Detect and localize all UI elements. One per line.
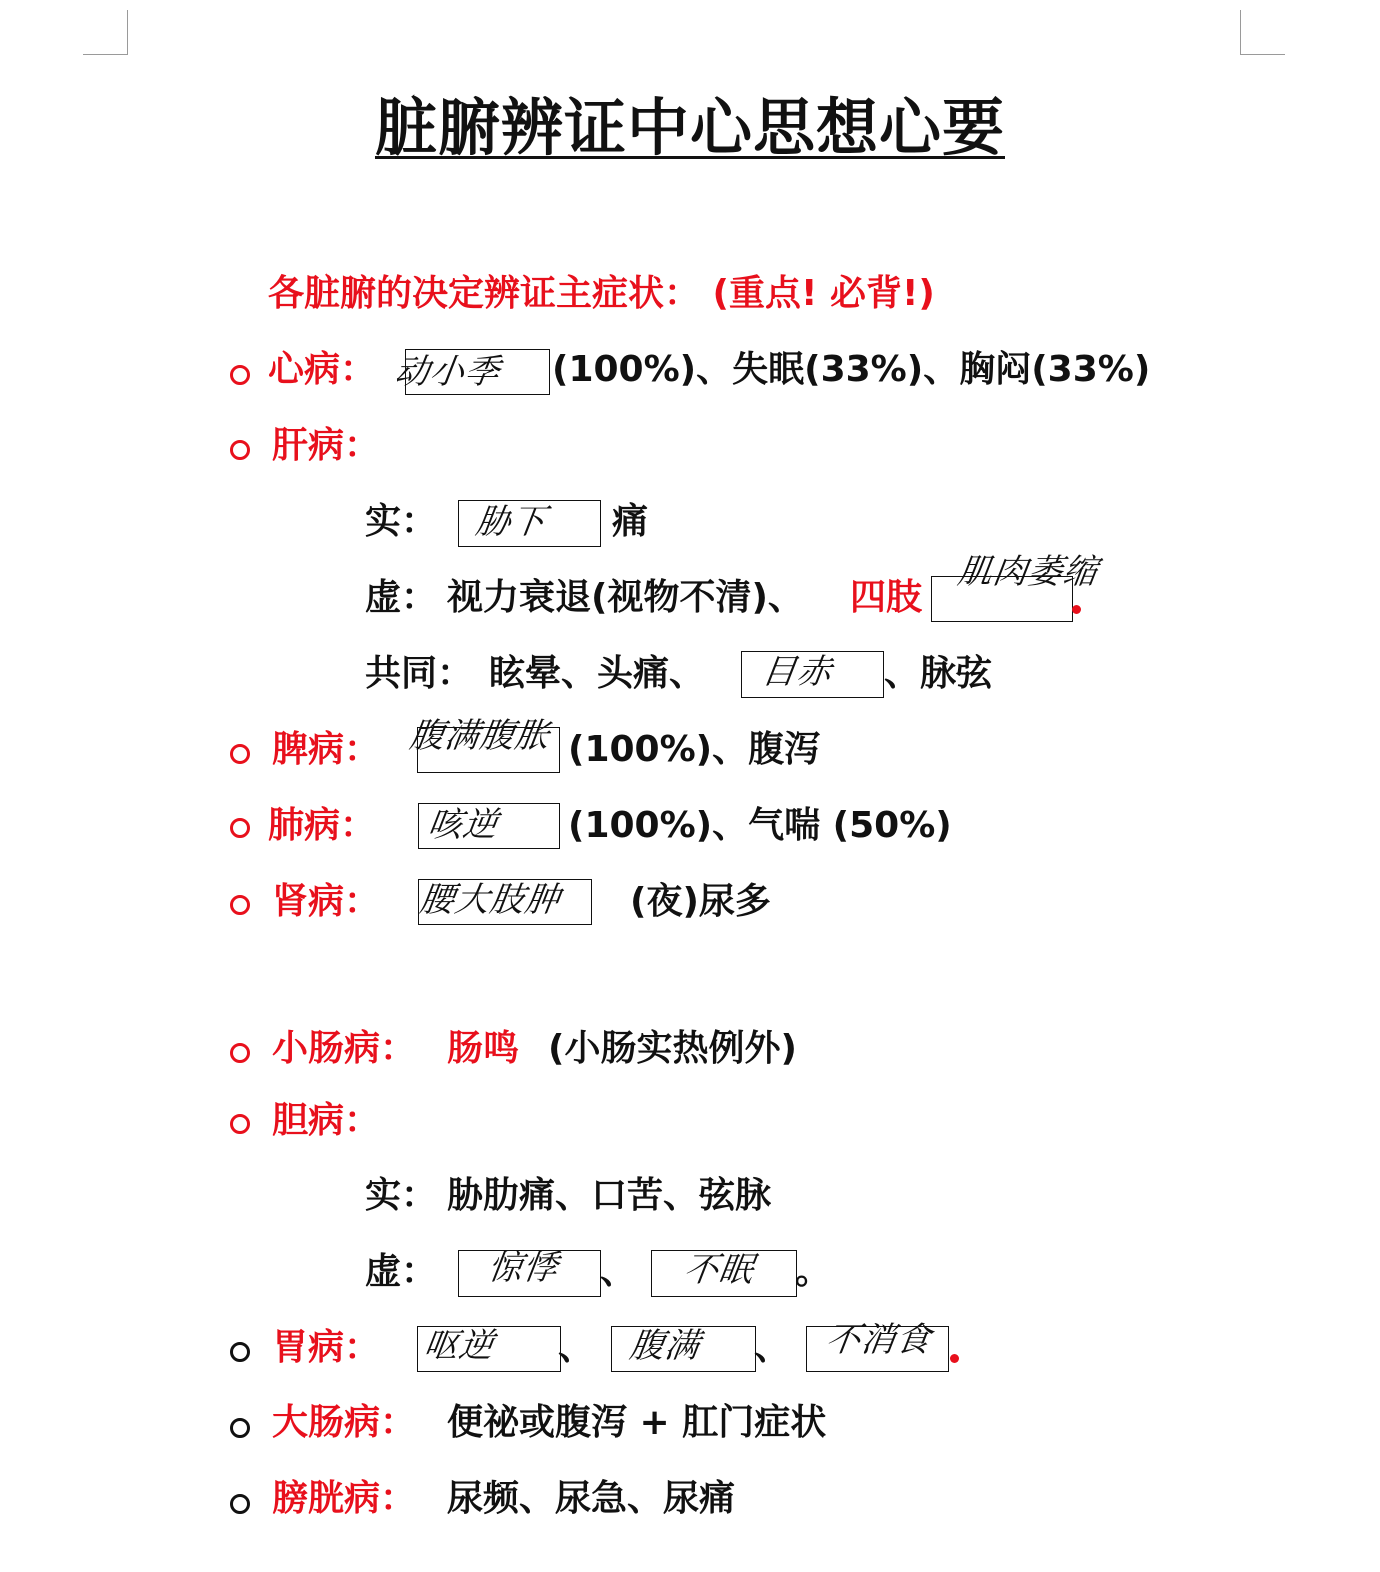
separator: 、 [558, 1327, 595, 1368]
large-intestine-label: 大肠病： [272, 1402, 417, 1443]
handwritten-answer: 惊悸 [485, 1248, 561, 1288]
handwritten-answer: 肌肉萎缩 [955, 552, 1101, 592]
gallbladder-xu-label: 虚： [365, 1251, 438, 1292]
bullet-icon [230, 1342, 250, 1362]
bladder-text: 尿频、尿急、尿痛 [447, 1478, 736, 1519]
bullet-icon [230, 365, 250, 385]
crop-mark-top-right [1240, 10, 1285, 55]
bullet-icon [230, 1114, 250, 1134]
crop-mark-top-left [83, 10, 128, 55]
section-heading: 各脏腑的决定辨证主症状： (重点! 必背!) [268, 273, 935, 314]
liver-shi-text: 痛 [612, 501, 649, 542]
bullet-icon [230, 895, 250, 915]
handwritten-answer: 腹满腹胀 [407, 716, 553, 756]
lung-symptoms: (100%)、气喘 (50%) [568, 805, 952, 846]
large-intestine-text: 便祕或腹泻 + 肛门症状 [447, 1402, 827, 1443]
handwritten-answer: 腹满 [627, 1326, 703, 1366]
handwritten-answer: 不消食 [823, 1320, 934, 1360]
handwritten-answer: 不眠 [681, 1250, 757, 1290]
bullet-icon [230, 744, 250, 764]
bullet-icon [230, 818, 250, 838]
handwritten-answer: 腰大肢肿 [417, 880, 563, 920]
spleen-symptoms: (100%)、腹泻 [568, 729, 821, 770]
gallbladder-shi-label: 实： [365, 1175, 438, 1216]
small-intestine-label: 小肠病： [272, 1028, 417, 1069]
bladder-label: 膀胱病： [272, 1478, 417, 1519]
handwritten-answer: 呕逆 [421, 1326, 497, 1366]
liver-common-rest: 、脉弦 [884, 653, 993, 694]
separator: 、 [754, 1327, 791, 1368]
spleen-label: 脾病： [272, 729, 381, 770]
heart-symptoms: (100%)、失眠(33%)、胸闷(33%) [552, 349, 1151, 390]
small-intestine-red-text: 肠鸣 [447, 1028, 520, 1069]
stomach-label: 胃病： [272, 1327, 381, 1368]
kidney-symptoms: (夜)尿多 [630, 881, 771, 922]
liver-xu-text: 视力衰退(视物不清)、 [447, 577, 804, 618]
period-mark [1072, 605, 1081, 614]
page-title: 脏腑辨证中心思想心要 [374, 91, 1005, 164]
handwritten-answer: 目赤 [759, 652, 835, 692]
liver-xu-red-text: 四肢 [850, 577, 923, 618]
small-intestine-text: (小肠实热例外) [548, 1028, 797, 1069]
liver-label: 肝病： [272, 425, 381, 466]
kidney-label: 肾病： [272, 881, 381, 922]
heart-label: 心病： [268, 349, 377, 390]
period-mark: 。 [795, 1251, 832, 1292]
gallbladder-shi-text: 胁肋痛、口苦、弦脉 [447, 1175, 772, 1216]
liver-common-text: 眩晕、头痛、 [489, 653, 706, 694]
bullet-icon [230, 1494, 250, 1514]
liver-common-label: 共同： [365, 653, 474, 694]
gallbladder-label: 胆病： [272, 1100, 381, 1141]
handwritten-answer: 咳逆 [425, 805, 501, 845]
bullet-icon [230, 440, 250, 460]
separator: 、 [600, 1251, 637, 1292]
handwritten-answer: 胁下 [473, 502, 549, 542]
bullet-icon [230, 1418, 250, 1438]
handwritten-answer: 动小季 [392, 352, 503, 392]
liver-shi-label: 实： [365, 501, 438, 542]
liver-xu-label: 虚： [365, 577, 438, 618]
period-mark [950, 1354, 959, 1363]
bullet-icon [230, 1043, 250, 1063]
lung-label: 肺病： [268, 805, 377, 846]
